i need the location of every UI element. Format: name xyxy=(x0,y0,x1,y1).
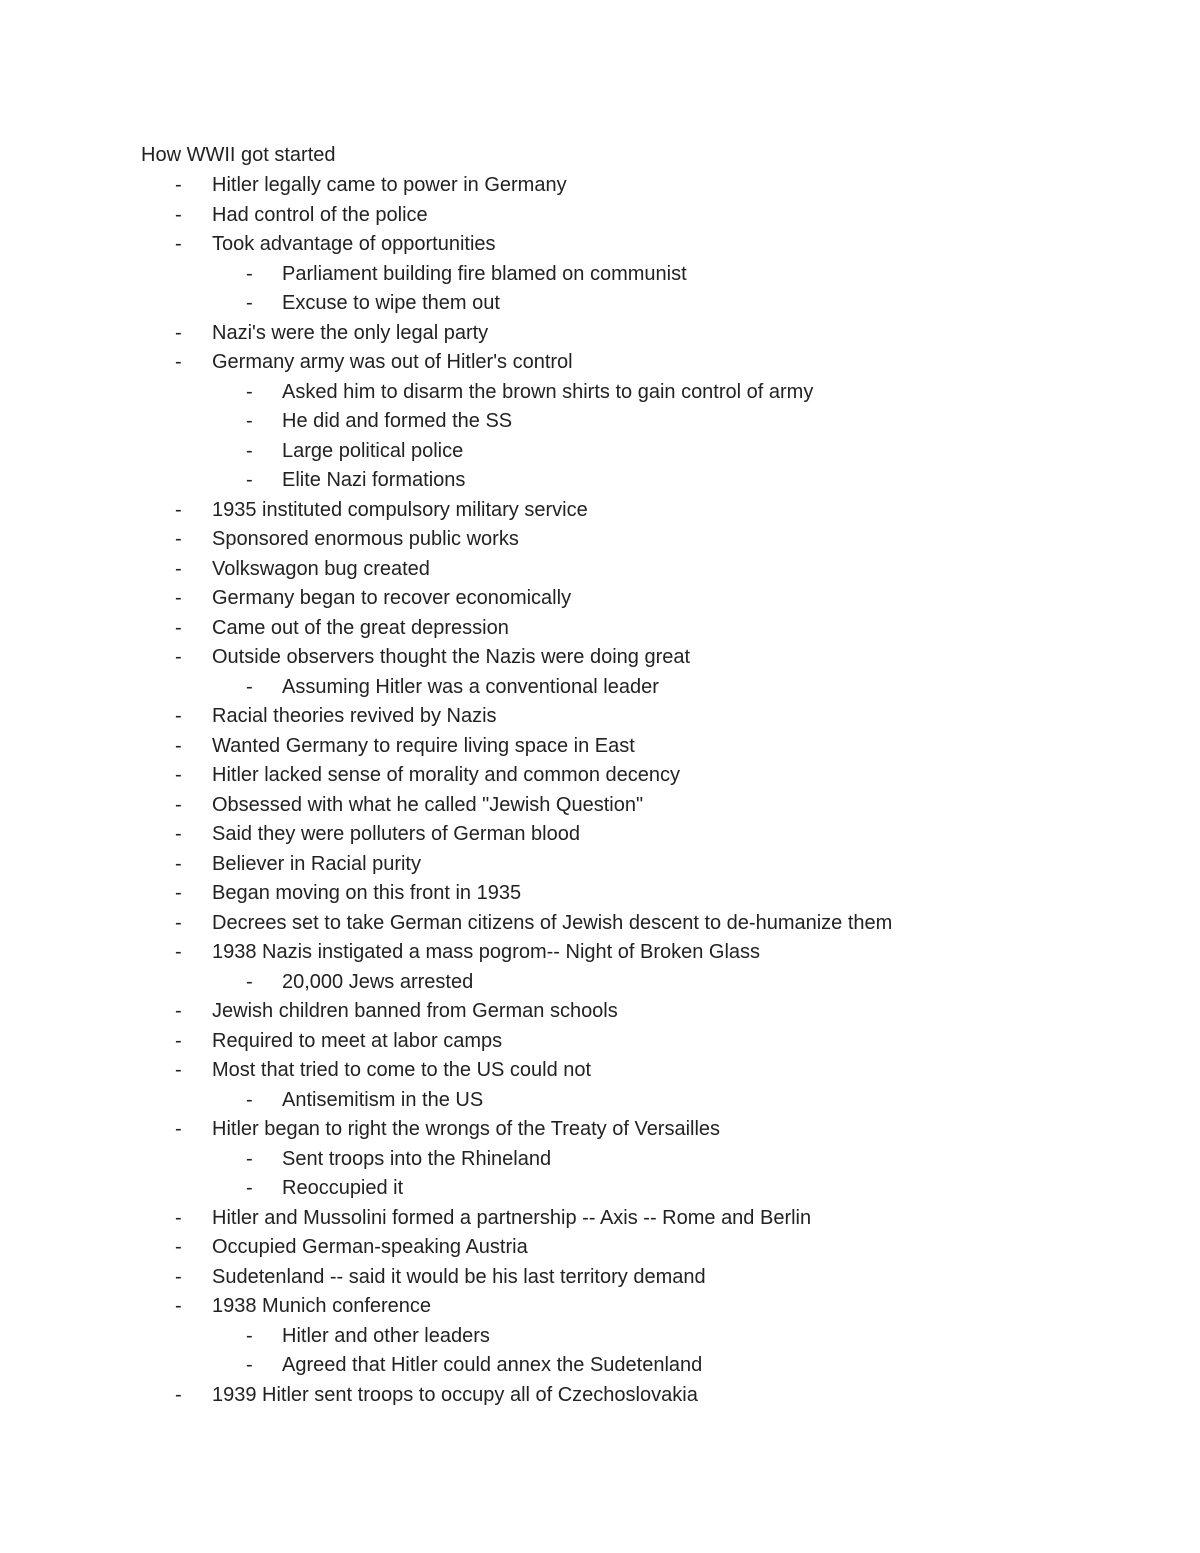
bullet-dash: - xyxy=(175,852,182,875)
bullet-dash: - xyxy=(246,410,253,432)
list-item-text: Large political police xyxy=(282,439,464,462)
bullet-dash: - xyxy=(175,498,182,521)
list-item-text: 1939 Hitler sent troops to occupy all of Czechoslovakia xyxy=(212,1383,698,1406)
bullet-list xyxy=(0,173,1200,1412)
list-item xyxy=(0,911,1200,941)
bullet-dash: - xyxy=(175,351,182,373)
list-item xyxy=(0,1029,1200,1059)
list-item xyxy=(0,763,1200,793)
list-item-text: Wanted Germany to require living space in East xyxy=(212,734,635,757)
list-item-text: Hitler legally came to power in Germany xyxy=(212,174,567,196)
list-item-text: Reoccupied it xyxy=(282,1177,404,1199)
list-item-text: Required to meet at labor camps xyxy=(212,1029,503,1052)
bullet-dash: - xyxy=(175,705,182,727)
bullet-dash: - xyxy=(175,1236,182,1258)
sub-list-item xyxy=(0,1147,1200,1177)
bullet-dash: - xyxy=(175,528,182,550)
list-item xyxy=(0,822,1200,852)
list-item-text: Sponsored enormous public works xyxy=(212,528,519,550)
sub-list-item xyxy=(0,468,1200,498)
list-item xyxy=(0,881,1200,911)
list-item xyxy=(0,704,1200,734)
sub-list-item xyxy=(0,1353,1200,1383)
list-item-text: Believer in Racial purity xyxy=(212,852,421,875)
bullet-dash: - xyxy=(246,675,253,698)
bullet-dash: - xyxy=(246,1354,253,1376)
list-item xyxy=(0,498,1200,528)
list-item-text: Decrees set to take German citizens of Jewish descent to de-humanize them xyxy=(212,911,893,934)
list-item-text: Sent troops into the Rhineland xyxy=(282,1147,552,1170)
list-item xyxy=(0,616,1200,646)
list-item-text: Most that tried to come to the US could not xyxy=(212,1059,592,1081)
sub-list-item xyxy=(0,380,1200,410)
list-item-text: Jewish children banned from German schools xyxy=(212,1000,618,1022)
bullet-dash: - xyxy=(175,1059,182,1081)
list-item-text: Nazi's were the only legal party xyxy=(212,321,489,344)
list-item-text: Elite Nazi formations xyxy=(282,469,466,491)
bullet-dash: - xyxy=(175,1118,182,1140)
list-item-text: Said they were polluters of German blood xyxy=(212,823,580,845)
list-item xyxy=(0,1117,1200,1147)
bullet-dash: - xyxy=(175,734,182,757)
list-item-text: Volkswagon bug created xyxy=(212,557,430,580)
list-item-text: Parliament building fire blamed on communist xyxy=(282,262,687,285)
list-item-text: Had control of the police xyxy=(212,203,428,226)
bullet-dash: - xyxy=(175,1265,182,1288)
bullet-dash: - xyxy=(246,1088,253,1111)
sub-list-item xyxy=(0,970,1200,1000)
list-item-text: 20,000 Jews arrested xyxy=(282,970,474,993)
list-item xyxy=(0,1206,1200,1236)
bullet-dash: - xyxy=(175,1029,182,1052)
sub-list-item xyxy=(0,1324,1200,1354)
bullet-dash: - xyxy=(246,439,253,462)
bullet-dash: - xyxy=(246,1177,253,1199)
list-item-text: Outside observers thought the Nazis were doing great xyxy=(212,646,691,668)
sub-list-item xyxy=(0,262,1200,292)
sub-list-item xyxy=(0,439,1200,469)
bullet-dash: - xyxy=(175,823,182,845)
bullet-dash: - xyxy=(175,557,182,580)
list-item xyxy=(0,557,1200,587)
list-item xyxy=(0,1383,1200,1413)
list-item-text: Racial theories revived by Nazis xyxy=(212,705,497,727)
bullet-dash: - xyxy=(175,764,182,786)
list-item-text: Hitler and other leaders xyxy=(282,1324,490,1347)
sub-list-item xyxy=(0,291,1200,321)
bullet-dash: - xyxy=(175,1295,182,1317)
list-item-text: 1938 Nazis instigated a mass pogrom-- Night of Broken Glass xyxy=(212,941,761,963)
sub-list-item xyxy=(0,675,1200,705)
list-item xyxy=(0,527,1200,557)
list-item xyxy=(0,940,1200,970)
bullet-dash: - xyxy=(175,793,182,816)
bullet-dash: - xyxy=(175,616,182,639)
bullet-dash: - xyxy=(175,174,182,196)
list-item xyxy=(0,734,1200,764)
list-item xyxy=(0,1235,1200,1265)
list-item-text: Sudetenland -- said it would be his last territory demand xyxy=(212,1265,706,1288)
bullet-dash: - xyxy=(175,587,182,609)
sub-list-item xyxy=(0,1088,1200,1118)
list-item-text: Obsessed with what he called "Jewish Question" xyxy=(212,793,644,816)
bullet-dash: - xyxy=(175,233,182,255)
list-item xyxy=(0,645,1200,675)
list-item-text: Germany army was out of Hitler's control xyxy=(212,351,573,373)
list-item-text: Antisemitism in the US xyxy=(282,1088,484,1111)
bullet-dash: - xyxy=(246,1147,253,1170)
bullet-dash: - xyxy=(246,1324,253,1347)
bullet-dash: - xyxy=(246,292,253,314)
bullet-dash: - xyxy=(246,469,253,491)
list-item-text: Took advantage of opportunities xyxy=(212,233,496,255)
bullet-dash: - xyxy=(175,1206,182,1229)
list-item-text: Hitler lacked sense of morality and common decency xyxy=(212,764,680,786)
document-title: How WWII got started xyxy=(141,144,336,166)
bullet-dash: - xyxy=(246,380,253,403)
bullet-dash: - xyxy=(175,1000,182,1022)
list-item-text: Came out of the great depression xyxy=(212,616,509,639)
list-item xyxy=(0,1294,1200,1324)
list-item xyxy=(0,173,1200,203)
bullet-dash: - xyxy=(175,1383,182,1406)
list-item-text: Assuming Hitler was a conventional leader xyxy=(282,675,659,698)
bullet-dash: - xyxy=(175,882,182,904)
list-item xyxy=(0,232,1200,262)
list-item-text: Asked him to disarm the brown shirts to gain control of army xyxy=(282,380,814,403)
list-item-text: He did and formed the SS xyxy=(282,410,513,432)
list-item xyxy=(0,793,1200,823)
list-item-text: Germany began to recover economically xyxy=(212,587,572,609)
list-item xyxy=(0,999,1200,1029)
bullet-dash: - xyxy=(175,321,182,344)
list-item xyxy=(0,321,1200,351)
list-item-text: Hitler began to right the wrongs of the Treaty of Versailles xyxy=(212,1118,721,1140)
bullet-dash: - xyxy=(175,911,182,934)
bullet-dash: - xyxy=(246,262,253,285)
list-item xyxy=(0,852,1200,882)
list-item-text: Excuse to wipe them out xyxy=(282,292,500,314)
list-item-text: Occupied German-speaking Austria xyxy=(212,1236,528,1258)
bullet-dash: - xyxy=(246,970,253,993)
list-item-text: 1938 Munich conference xyxy=(212,1295,432,1317)
list-item xyxy=(0,1058,1200,1088)
list-item xyxy=(0,203,1200,233)
list-item-text: Began moving on this front in 1935 xyxy=(212,882,522,904)
list-item-text: Hitler and Mussolini formed a partnership -- Axis -- Rome and Berlin xyxy=(212,1206,812,1229)
list-item xyxy=(0,350,1200,380)
bullet-dash: - xyxy=(175,646,182,668)
list-item-text: Agreed that Hitler could annex the Sudetenland xyxy=(282,1354,703,1376)
bullet-dash: - xyxy=(175,203,182,226)
bullet-dash: - xyxy=(175,941,182,963)
sub-list-item xyxy=(0,409,1200,439)
list-item xyxy=(0,586,1200,616)
list-item xyxy=(0,1265,1200,1295)
list-item-text: 1935 instituted compulsory military service xyxy=(212,498,588,521)
sub-list-item xyxy=(0,1176,1200,1206)
